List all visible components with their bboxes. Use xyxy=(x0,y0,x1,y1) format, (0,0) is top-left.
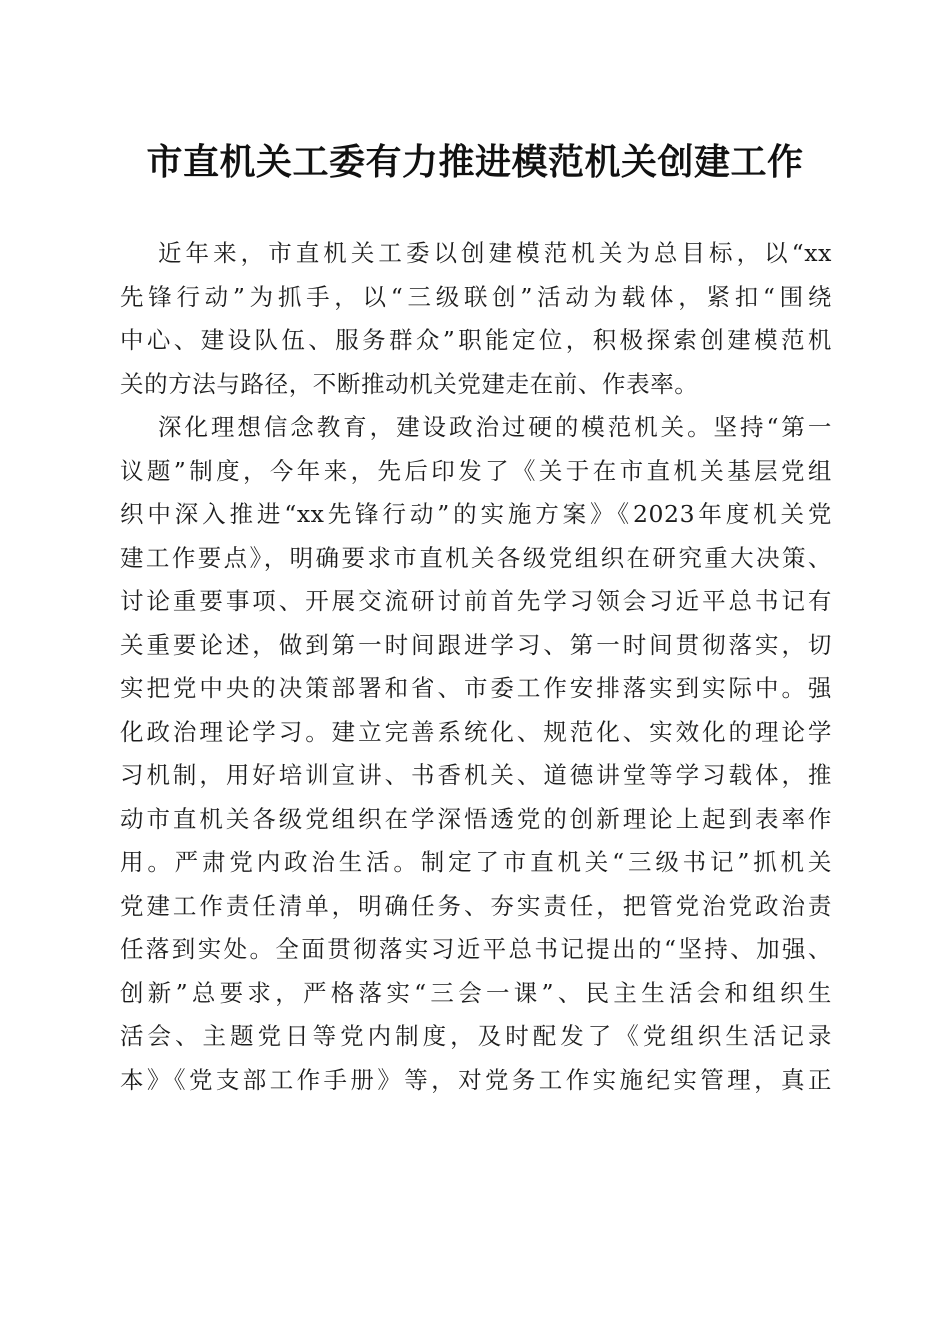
text-line: 党建工作责任清单，明确任务、夯实责任，把管党治党政治责 xyxy=(120,891,832,920)
text-line: 化政治理论学习。建立完善系统化、规范化、实效化的理论学 xyxy=(120,717,832,746)
text-line: 讨论重要事项、开展交流研讨前首先学习领会习近平总书记有 xyxy=(120,587,832,615)
text-line: 活会、主题党日等党内制度，及时配发了《党组织生活记录 xyxy=(120,1022,832,1050)
text-line: 近年来，市直机关工委以创建模范机关为总目标，以“xx xyxy=(158,239,832,267)
text-line: 实把党中央的决策部署和省、市委工作安排落实到实际中。强 xyxy=(120,674,832,702)
text-line: 关重要论述，做到第一时间跟进学习、第一时间贯彻落实，切 xyxy=(120,630,832,659)
text-line: 习机制，用好培训宣讲、书香机关、道德讲堂等学习载体，推 xyxy=(120,761,832,789)
text-line: 建工作要点》，明确要求市直机关各级党组织在研究重大决策、 xyxy=(120,543,832,572)
text-line: 先锋行动”为抓手，以“三级联创”活动为载体，紧扣“围绕 xyxy=(120,282,832,311)
text-line: 创新”总要求，严格落实“三会一课”、民主生活会和组织生 xyxy=(120,978,832,1007)
document-title: 市直机关工委有力推进模范机关创建工作 xyxy=(146,141,804,183)
text-line: 用。严肃党内政治生活。制定了市直机关“三级书记”抓机关 xyxy=(120,848,832,876)
text-line: 本》《党支部工作手册》等，对党务工作实施纪实管理，真正 xyxy=(120,1065,832,1094)
text-line: 议题”制度，今年来，先后印发了《关于在市直机关基层党组 xyxy=(120,456,832,485)
document-body xyxy=(120,232,832,1102)
text-line: 织中深入推进“xx先锋行动”的实施方案》《2023年度机关党 xyxy=(120,500,832,528)
paragraph-intro xyxy=(120,232,832,406)
text-line: 关的方法与路径，不断推动机关党建走在前、作表率。 xyxy=(120,369,699,398)
text-line: 深化理想信念教育，建设政治过硬的模范机关。坚持“第一 xyxy=(158,413,832,441)
paragraph-political-education xyxy=(120,406,832,1102)
text-line: 中心、建设队伍、服务群众”职能定位，积极探索创建模范机 xyxy=(120,326,832,354)
text-line: 动市直机关各级党组织在学深悟透党的创新理论上起到表率作 xyxy=(120,804,832,833)
text-line: 任落到实处。全面贯彻落实习近平总书记提出的“坚持、加强、 xyxy=(120,935,832,963)
